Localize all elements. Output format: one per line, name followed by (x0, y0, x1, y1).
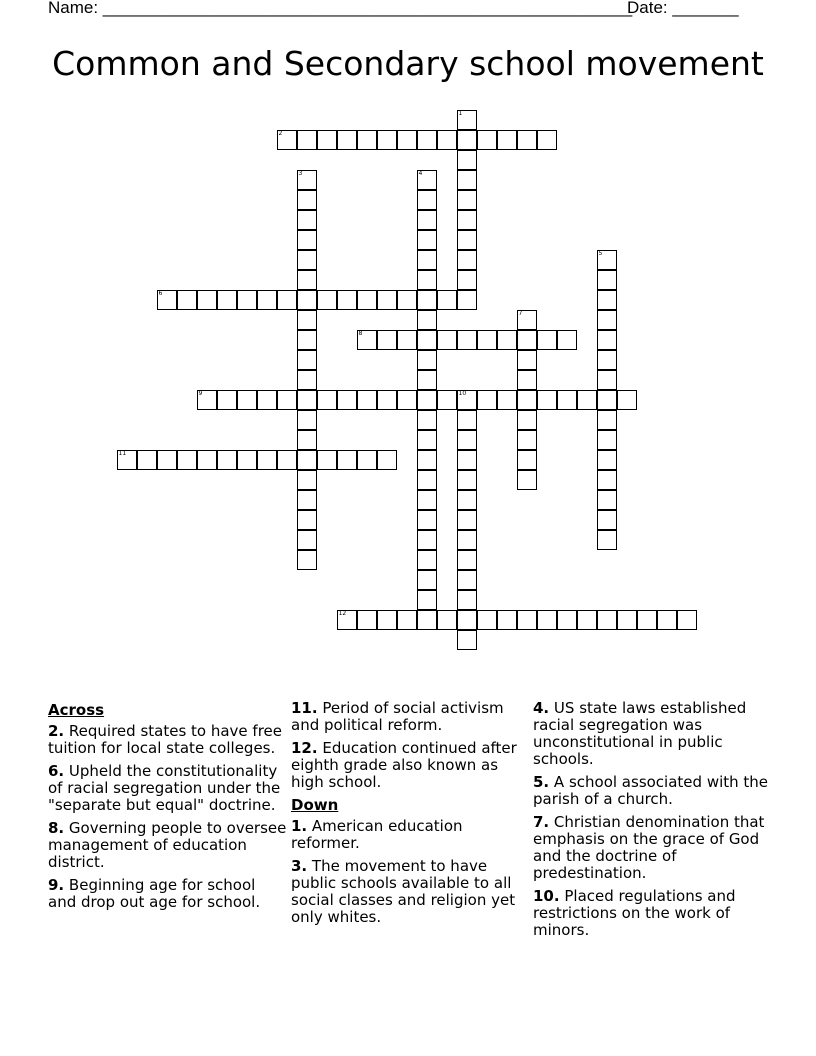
cell-number: 2 (278, 129, 283, 137)
grid-cell[interactable] (397, 290, 417, 310)
grid-cell[interactable] (457, 210, 477, 230)
grid-cell[interactable] (517, 390, 537, 410)
page-title: Common and Secondary school movement (52, 44, 764, 83)
grid-cell[interactable] (457, 550, 477, 570)
cell-number: 7 (518, 309, 523, 317)
grid-cell[interactable] (417, 230, 437, 250)
clue-text: Christian denomination that emphasis on the grace of God and the doctrine of predestination. (533, 813, 765, 882)
grid-cell[interactable] (417, 410, 437, 430)
grid-cell[interactable] (457, 410, 477, 430)
grid-cell[interactable] (457, 130, 477, 150)
grid-cell[interactable] (457, 230, 477, 250)
grid-cell[interactable] (377, 390, 397, 410)
grid-cell[interactable] (417, 130, 437, 150)
grid-cell[interactable] (417, 470, 437, 490)
grid-cell[interactable] (497, 330, 517, 350)
clue-text: Upheld the constitutionality of racial segregation under the "separate but equal" doctrine. (48, 762, 281, 814)
clue-item (533, 774, 773, 808)
grid-cell[interactable] (597, 390, 617, 410)
grid-cell[interactable] (317, 390, 337, 410)
grid-cell[interactable] (297, 230, 317, 250)
grid-cell[interactable] (517, 330, 537, 350)
grid-cell[interactable] (437, 610, 457, 630)
grid-cell[interactable] (297, 370, 317, 390)
grid-cell[interactable] (437, 130, 457, 150)
grid-cell[interactable] (517, 310, 537, 330)
grid-cell[interactable] (457, 190, 477, 210)
grid-cell[interactable] (417, 490, 437, 510)
grid-cell[interactable] (457, 170, 477, 190)
grid-cell[interactable] (357, 330, 377, 350)
grid-cell[interactable] (517, 410, 537, 430)
grid-cell[interactable] (397, 390, 417, 410)
grid-cell[interactable] (537, 610, 557, 630)
grid-cell[interactable] (517, 350, 537, 370)
grid-cell[interactable] (377, 610, 397, 630)
grid-cell[interactable] (257, 450, 277, 470)
clue-text: Period of social activism and political reform. (291, 699, 504, 734)
grid-cell[interactable] (457, 270, 477, 290)
grid-cell[interactable] (377, 450, 397, 470)
grid-cell[interactable] (597, 530, 617, 550)
grid-cell[interactable] (197, 290, 217, 310)
grid-cell[interactable] (417, 330, 437, 350)
grid-cell[interactable] (217, 290, 237, 310)
clue-number: 4. (533, 699, 550, 717)
grid-cell[interactable] (637, 610, 657, 630)
grid-cell[interactable] (297, 410, 317, 430)
grid-cell[interactable] (237, 390, 257, 410)
down-heading: Down (291, 796, 339, 814)
name-field[interactable]: Name: ________________________________________________________ (48, 0, 633, 17)
clue-text: US state laws established racial segregation was unconstitutional in public schools. (533, 699, 747, 768)
clue-text: Education continued after eighth grade also known as high school. (291, 739, 517, 791)
grid-cell[interactable] (597, 270, 617, 290)
grid-cell[interactable] (157, 450, 177, 470)
cell-number: 11 (118, 449, 127, 457)
grid-cell[interactable] (457, 610, 477, 630)
grid-cell[interactable] (297, 550, 317, 570)
clue-number: 1. (291, 817, 308, 835)
grid-cell[interactable] (597, 350, 617, 370)
grid-cell[interactable] (457, 530, 477, 550)
grid-cell[interactable] (377, 130, 397, 150)
grid-cell[interactable] (297, 210, 317, 230)
clue-text: Governing people to oversee management of education district. (48, 819, 287, 871)
grid-cell[interactable] (337, 130, 357, 150)
clue-text: American education reformer. (291, 817, 463, 852)
grid-cell[interactable] (537, 130, 557, 150)
grid-cell[interactable] (397, 130, 417, 150)
clue-text: A school associated with the parish of a church. (533, 773, 769, 808)
grid-cell[interactable] (137, 450, 157, 470)
grid-cell[interactable] (517, 470, 537, 490)
cell-number: 9 (198, 389, 203, 397)
grid-cell[interactable] (277, 130, 297, 150)
clue-text: The movement to have public schools available to all social classes and religion yet only whites. (291, 857, 516, 926)
clue-item (48, 763, 288, 814)
grid-cell[interactable] (477, 610, 497, 630)
grid-cell[interactable] (197, 390, 217, 410)
grid-cell[interactable] (417, 610, 437, 630)
cell-number: 3 (298, 169, 303, 177)
clue-item (533, 700, 773, 768)
cell-number: 6 (158, 289, 163, 297)
grid-cell[interactable] (297, 290, 317, 310)
clue-item (48, 820, 288, 871)
grid-cell[interactable] (417, 590, 437, 610)
grid-cell[interactable] (457, 390, 477, 410)
clue-column-2 (291, 700, 531, 932)
grid-cell[interactable] (117, 450, 137, 470)
grid-cell[interactable] (357, 130, 377, 150)
grid-cell[interactable] (537, 390, 557, 410)
grid-cell[interactable] (577, 390, 597, 410)
grid-cell[interactable] (597, 450, 617, 470)
grid-cell[interactable] (297, 390, 317, 410)
grid-cell[interactable] (497, 130, 517, 150)
grid-cell[interactable] (517, 370, 537, 390)
clue-item (48, 877, 288, 911)
grid-cell[interactable] (617, 610, 637, 630)
clue-column-3 (533, 700, 773, 945)
grid-cell[interactable] (457, 510, 477, 530)
grid-cell[interactable] (477, 130, 497, 150)
grid-cell[interactable] (477, 390, 497, 410)
grid-cell[interactable] (297, 330, 317, 350)
across-heading: Across (48, 701, 105, 719)
grid-cell[interactable] (217, 450, 237, 470)
grid-cell[interactable] (337, 450, 357, 470)
grid-cell[interactable] (297, 350, 317, 370)
grid-cell[interactable] (297, 190, 317, 210)
grid-cell[interactable] (457, 490, 477, 510)
grid-cell[interactable] (297, 450, 317, 470)
clue-number: 3. (291, 857, 308, 875)
grid-cell[interactable] (417, 570, 437, 590)
grid-cell[interactable] (357, 610, 377, 630)
grid-cell[interactable] (297, 430, 317, 450)
grid-cell[interactable] (277, 290, 297, 310)
grid-cell[interactable] (417, 210, 437, 230)
clue-item (291, 858, 531, 926)
clue-number: 6. (48, 762, 65, 780)
grid-cell[interactable] (517, 130, 537, 150)
cell-number: 4 (418, 169, 423, 177)
grid-cell[interactable] (597, 470, 617, 490)
grid-cell[interactable] (417, 170, 437, 190)
clue-text: Beginning age for school and drop out age for school. (48, 876, 261, 911)
grid-cell[interactable] (597, 330, 617, 350)
grid-cell[interactable] (317, 290, 337, 310)
grid-cell[interactable] (257, 390, 277, 410)
grid-cell[interactable] (457, 250, 477, 270)
clue-number: 11. (291, 699, 318, 717)
grid-cell[interactable] (537, 330, 557, 350)
grid-cell[interactable] (297, 310, 317, 330)
grid-cell[interactable] (657, 610, 677, 630)
grid-cell[interactable] (597, 310, 617, 330)
grid-cell[interactable] (417, 190, 437, 210)
grid-cell[interactable] (297, 530, 317, 550)
grid-cell[interactable] (217, 390, 237, 410)
grid-cell[interactable] (417, 390, 437, 410)
clue-number: 2. (48, 722, 65, 740)
grid-cell[interactable] (297, 270, 317, 290)
grid-cell[interactable] (557, 610, 577, 630)
clue-item (48, 723, 288, 757)
clue-item (533, 888, 773, 939)
grid-cell[interactable] (297, 470, 317, 490)
grid-cell[interactable] (557, 330, 577, 350)
grid-cell[interactable] (517, 450, 537, 470)
grid-cell[interactable] (517, 430, 537, 450)
grid-cell[interactable] (337, 610, 357, 630)
grid-cell[interactable] (517, 610, 537, 630)
grid-cell[interactable] (417, 270, 437, 290)
grid-cell[interactable] (437, 290, 457, 310)
grid-cell[interactable] (417, 530, 437, 550)
grid-cell[interactable] (357, 390, 377, 410)
cell-number: 10 (458, 389, 467, 397)
grid-cell[interactable] (557, 390, 577, 410)
clue-number: 10. (533, 887, 560, 905)
grid-cell[interactable] (397, 330, 417, 350)
grid-cell[interactable] (297, 250, 317, 270)
grid-cell[interactable] (457, 150, 477, 170)
date-field[interactable]: Date: _______ (627, 0, 739, 17)
clue-item (291, 740, 531, 791)
cell-number: 12 (338, 609, 347, 617)
grid-cell[interactable] (437, 330, 457, 350)
grid-cell[interactable] (617, 390, 637, 410)
grid-cell[interactable] (297, 170, 317, 190)
grid-cell[interactable] (577, 610, 597, 630)
grid-cell[interactable] (297, 510, 317, 530)
cell-number: 5 (598, 249, 603, 257)
grid-cell[interactable] (377, 330, 397, 350)
grid-cell[interactable] (277, 390, 297, 410)
grid-cell[interactable] (277, 450, 297, 470)
clue-item (291, 818, 531, 852)
grid-cell[interactable] (677, 610, 697, 630)
grid-cell[interactable] (597, 410, 617, 430)
grid-cell[interactable] (337, 390, 357, 410)
grid-cell[interactable] (317, 450, 337, 470)
grid-cell[interactable] (597, 290, 617, 310)
grid-cell[interactable] (457, 590, 477, 610)
grid-cell[interactable] (597, 430, 617, 450)
grid-cell[interactable] (197, 450, 217, 470)
clue-item (291, 700, 531, 734)
grid-cell[interactable] (177, 450, 197, 470)
grid-cell[interactable] (237, 290, 257, 310)
grid-cell[interactable] (497, 390, 517, 410)
grid-cell[interactable] (417, 310, 437, 330)
cell-number: 1 (458, 109, 463, 117)
grid-cell[interactable] (177, 290, 197, 310)
grid-cell[interactable] (597, 370, 617, 390)
grid-cell[interactable] (417, 350, 437, 370)
grid-cell[interactable] (237, 450, 257, 470)
grid-cell[interactable] (297, 490, 317, 510)
grid-cell[interactable] (457, 110, 477, 130)
grid-cell[interactable] (417, 550, 437, 570)
clue-number: 5. (533, 773, 550, 791)
grid-cell[interactable] (157, 290, 177, 310)
grid-cell[interactable] (377, 290, 397, 310)
grid-cell[interactable] (437, 390, 457, 410)
clue-number: 8. (48, 819, 65, 837)
grid-cell[interactable] (417, 430, 437, 450)
grid-cell[interactable] (597, 510, 617, 530)
grid-cell[interactable] (597, 490, 617, 510)
clue-number: 9. (48, 876, 65, 894)
grid-cell[interactable] (317, 130, 337, 150)
grid-cell[interactable] (597, 610, 617, 630)
clue-number: 12. (291, 739, 318, 757)
grid-cell[interactable] (417, 250, 437, 270)
grid-cell[interactable] (497, 610, 517, 630)
grid-cell[interactable] (457, 330, 477, 350)
clue-text: Required states to have free tuition for local state colleges. (48, 722, 283, 757)
grid-cell[interactable] (457, 630, 477, 650)
grid-cell[interactable] (417, 290, 437, 310)
grid-cell[interactable] (597, 250, 617, 270)
grid-cell[interactable] (457, 570, 477, 590)
grid-cell[interactable] (357, 450, 377, 470)
grid-cell[interactable] (417, 370, 437, 390)
grid-cell[interactable] (457, 290, 477, 310)
grid-cell[interactable] (397, 610, 417, 630)
grid-cell[interactable] (357, 290, 377, 310)
clue-text: Placed regulations and restrictions on the work of minors. (533, 887, 736, 939)
clue-number: 7. (533, 813, 550, 831)
grid-cell[interactable] (297, 130, 317, 150)
grid-cell[interactable] (417, 510, 437, 530)
cell-number: 8 (358, 329, 363, 337)
grid-cell[interactable] (477, 330, 497, 350)
grid-cell[interactable] (457, 470, 477, 490)
grid-cell[interactable] (417, 450, 437, 470)
clue-column-1 (48, 700, 288, 917)
grid-cell[interactable] (257, 290, 277, 310)
grid-cell[interactable] (337, 290, 357, 310)
grid-cell[interactable] (457, 450, 477, 470)
grid-cell[interactable] (457, 430, 477, 450)
clue-item (533, 814, 773, 882)
